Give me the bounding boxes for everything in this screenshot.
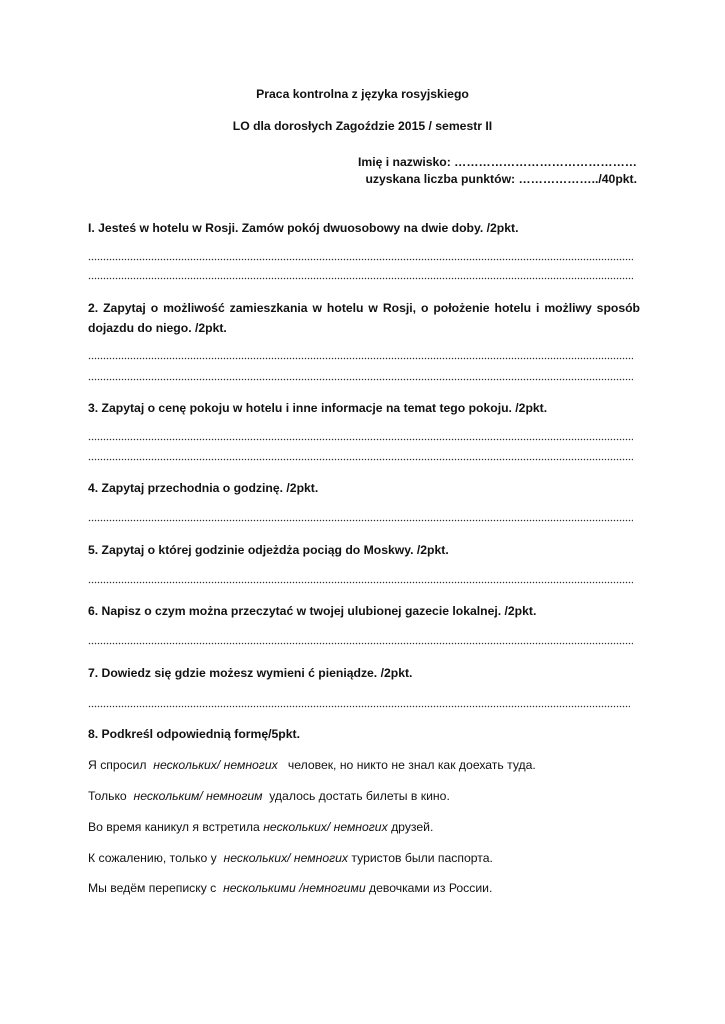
exercise-sentence: [88, 789, 450, 803]
answer-line: [88, 581, 633, 584]
sentence-text: человек, но никто не знал как доехать туда.: [277, 758, 536, 772]
question-1: I. Jesteś w hotelu w Rosji. Zamów pokój dwuosobowy na dwie doby. /2pkt.: [88, 221, 519, 235]
question-6: 6. Napisz o czym można przeczytać w twojej ulubionej gazecie lokalnej. /2pkt.: [88, 604, 537, 618]
answer-options[interactable]: несколькими /немногими: [223, 881, 366, 895]
answer-line: [88, 458, 633, 461]
document-subtitle: LO dla dorosłych Zagoździe 2015 / semestr II: [232, 119, 493, 133]
sentence-text: удалось достать билеты в кино.: [262, 789, 450, 803]
document-title: Praca kontrolna z języka rosyjskiego: [256, 87, 469, 101]
answer-line: [88, 277, 633, 280]
exercise-sentence: [88, 851, 493, 865]
exercise-sentence: [88, 758, 536, 772]
sentence-text: девочками из России.: [365, 881, 493, 895]
sentence-text: Мы ведём переписку с: [88, 881, 224, 895]
answer-line: [88, 357, 633, 360]
exercise-sentence: [88, 820, 433, 834]
sentence-text: туристов были паспорта.: [348, 851, 493, 865]
answer-line: [88, 378, 633, 381]
answer-line: [88, 705, 630, 708]
question-4: 4. Zapytaj przechodnia o godzinę. /2pkt.: [88, 481, 319, 495]
answer-line: [88, 519, 633, 522]
question-8: 8. Podkreśl odpowiednią formę/5pkt.: [88, 727, 300, 741]
sentence-text: Только: [88, 789, 134, 803]
sentence-text: Я спросил: [88, 758, 154, 772]
question-3: 3. Zapytaj o cenę pokoju w hotelu i inne informacje na temat tego pokoju. /2pkt.: [88, 401, 548, 415]
question-7: 7. Dowiedz się gdzie możesz wymieni ć pieniądze. /2pkt.: [88, 666, 413, 680]
answer-line: [88, 642, 633, 645]
answer-options[interactable]: нескольким/ немногим: [133, 789, 263, 803]
answer-options[interactable]: нескольких/ немногих: [263, 820, 388, 834]
sentence-text: К сожалению, только у: [88, 851, 224, 865]
question-5: 5. Zapytaj o której godzinie odjeżdża pociąg do Moskwy. /2pkt.: [88, 543, 449, 557]
answer-line: [88, 258, 633, 261]
points-line: uzyskana liczba punktów: ………………../40pkt.: [365, 172, 637, 186]
answer-options[interactable]: нескольких/ немногих: [153, 758, 278, 772]
question-2: 2. Zapytaj o możliwość zamieszkania w hotelu w Rosji, o położenie hotelu i możliwy sposób dojazdu do niego. /2pkt.: [88, 301, 640, 335]
answer-line: [88, 438, 633, 441]
sentence-text: друзей.: [387, 820, 434, 834]
name-line: Imię i nazwisko: ………………………………………: [358, 155, 637, 169]
answer-options[interactable]: нескольких/ немногих: [223, 851, 349, 865]
exercise-sentence: [88, 881, 492, 895]
sentence-text: Во время каникул я встретила: [88, 820, 264, 834]
